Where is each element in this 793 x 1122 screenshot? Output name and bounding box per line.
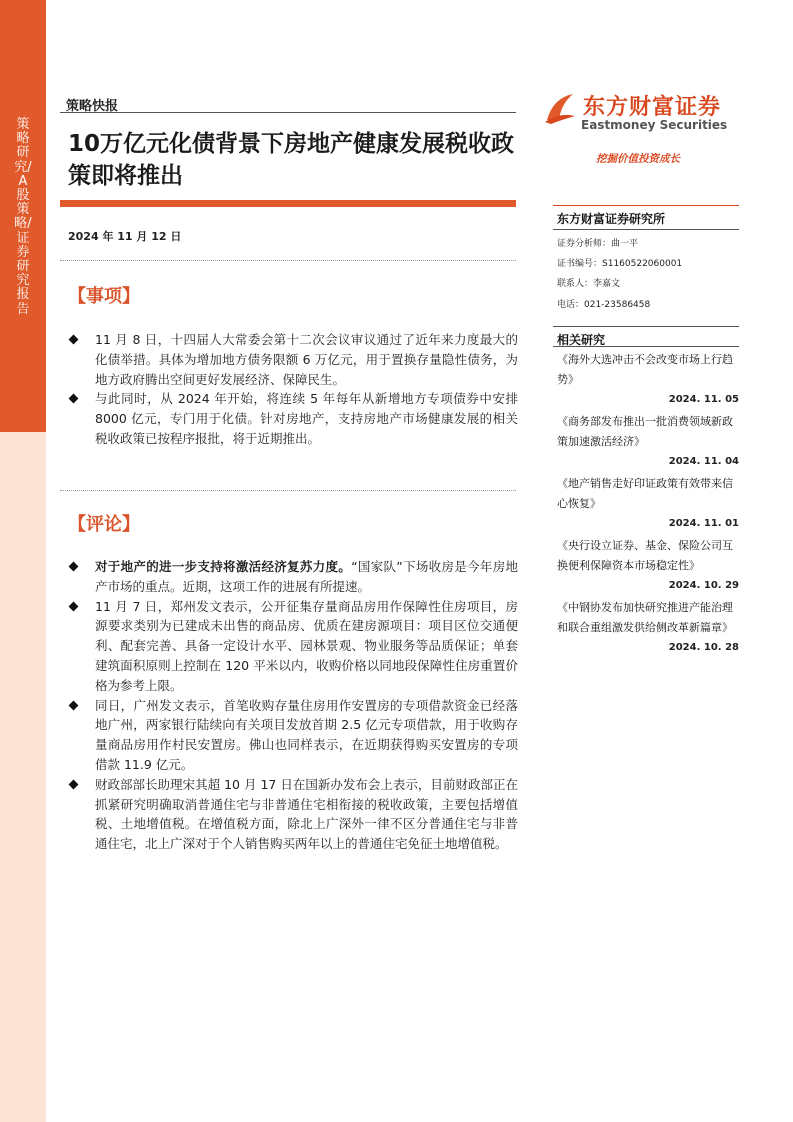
institute-top-rule <box>553 205 739 206</box>
related-item[interactable] <box>557 536 739 594</box>
section-divider <box>60 490 516 491</box>
comments-heading: 【评论】 <box>68 514 140 535</box>
related-item-date: 2024. 11. 01 <box>668 518 739 529</box>
related-item-date: 2024. 11. 05 <box>668 394 739 405</box>
related-item-date: 2024. 10. 28 <box>668 642 739 653</box>
related-item-date: 2024. 10. 29 <box>668 580 739 591</box>
contact-name: 联系人：李嘉文 <box>557 279 621 289</box>
related-item-title[interactable]: 《中钢协发布加快研究推进产能治理和联合重组激发供给侧改革新篇章》 <box>557 601 733 634</box>
brand-name-cn: 东方财富证券 <box>583 95 722 120</box>
comment-text: 同日，广州发文表示，首笔收购存量住房用作安置房的专项借款资金已经落地广州，两家银行陆续向有关项目发放首期 2.5 亿元专项借款，用于收购存量商品房用作村民安置房。佛山也同样表示，在近期获得购买安置房的专项借款 11.9 亿元。 <box>95 697 518 772</box>
related-top-rule <box>553 326 739 327</box>
events-list <box>68 330 518 449</box>
related-item[interactable] <box>557 474 739 532</box>
list-item <box>68 597 518 696</box>
cert-number: 证书编号：S1160522060001 <box>557 259 683 269</box>
sidebar-accent-block <box>0 0 46 432</box>
events-heading: 【事项】 <box>68 286 140 307</box>
diamond-bullet-icon <box>69 601 79 611</box>
diamond-bullet-icon <box>69 700 79 710</box>
title-underline-bar <box>60 200 516 207</box>
report-category: 策略快报 <box>66 99 119 114</box>
date-divider <box>60 260 516 261</box>
report-date: 2024 年 11 月 12 日 <box>68 230 182 243</box>
comment-lead-bold: 对于地产的进一步支持将激活经济复苏力度。 <box>95 559 352 574</box>
event-text: 与此同时，从 2024 年开始，将连续 5 年每年从新增地方专项债券中安排 8000 亿元，专门用于化债。针对房地产，支持房地产市场健康发展的相关税收政策已按程序报批，将于近期推出。 <box>95 391 518 446</box>
brand-name-en: Eastmoney Securities <box>581 118 728 132</box>
brand-logo <box>543 90 738 134</box>
related-item[interactable] <box>557 598 739 656</box>
analyst-name: 证券分析师：曲一平 <box>557 239 639 249</box>
category-divider <box>60 112 516 113</box>
phone-number: 电话：021-23586458 <box>557 300 651 310</box>
related-item[interactable] <box>557 350 739 408</box>
related-research-title: 相关研究 <box>557 333 606 347</box>
brand-mark-icon <box>543 90 577 126</box>
diamond-bullet-icon <box>69 335 79 345</box>
event-text: 11 月 8 日，十四届人大常委会第十二次会议审议通过了近年来力度最大的化债举措。具体为增加地方债务限额 6 万亿元，用于置换存量隐性债务，为地方政府腾出空间更好发展经济、保障民生。 <box>95 332 518 387</box>
brand-slogan: 挖掘价值投资成长 <box>596 153 680 165</box>
institute-bottom-rule <box>553 229 739 230</box>
page-title: 10万亿元化债背景下房地产健康发展税收政策即将推出 <box>68 131 515 189</box>
list-item <box>68 557 518 597</box>
list-item <box>68 775 518 854</box>
institute-title: 东方财富证券研究所 <box>557 212 666 226</box>
related-item-title[interactable]: 《地产销售走好印证政策有效带来信心恢复》 <box>557 477 733 510</box>
related-research-list <box>557 350 739 660</box>
related-item-title[interactable]: 《商务部发布推出一批消费领域新政策加速激活经济》 <box>557 415 733 448</box>
diamond-bullet-icon <box>69 562 79 572</box>
sidebar-report-type: 策略研究/A股策略/证券研究报告 <box>14 117 32 317</box>
list-item <box>68 330 518 389</box>
related-item[interactable] <box>557 412 739 470</box>
related-item-title[interactable]: 《央行设立证券、基金、保险公司互换便利保障资本市场稳定性》 <box>557 539 733 572</box>
comment-text: 财政部部长助理宋其超 10 月 17 日在国新办发布会上表示，目前财政部正在抓紧研究明确取消普通住宅与非普通住宅相衔接的税收政策，主要包括增值税、土地增值税。在增值税方面，除北上广深外一律不区分普通住宅与非普通住宅，北上广深对于个人销售购买两年以上的普通住宅免征土地增值税。 <box>95 776 518 852</box>
comments-list <box>68 557 518 854</box>
list-item <box>68 696 518 775</box>
diamond-bullet-icon <box>69 394 79 404</box>
related-item-title[interactable]: 《海外大选冲击不会改变市场上行趋势》 <box>557 353 733 386</box>
diamond-bullet-icon <box>69 779 79 789</box>
related-item-date: 2024. 11. 04 <box>668 456 739 467</box>
related-bottom-rule <box>553 346 739 347</box>
list-item <box>68 389 518 448</box>
comment-text: 11 月 7 日，郑州发文表示，公开征集存量商品房用作保障性住房项目，房源要求类别为已建成未出售的商品房、优质在建房源项目：项目区位交通便利、配套完善、具备一定设计水平、园林景观、物业服务等品质保证；单套建筑面积原则上控制在 120 平米以内，收购价格以同地段保障性住房重置价格为参考上限。 <box>95 598 518 693</box>
comment-lead-text: “国家队”下场收房是今年房地产市场的重点。近期，这项工作的进展有所提速。 <box>95 559 518 594</box>
